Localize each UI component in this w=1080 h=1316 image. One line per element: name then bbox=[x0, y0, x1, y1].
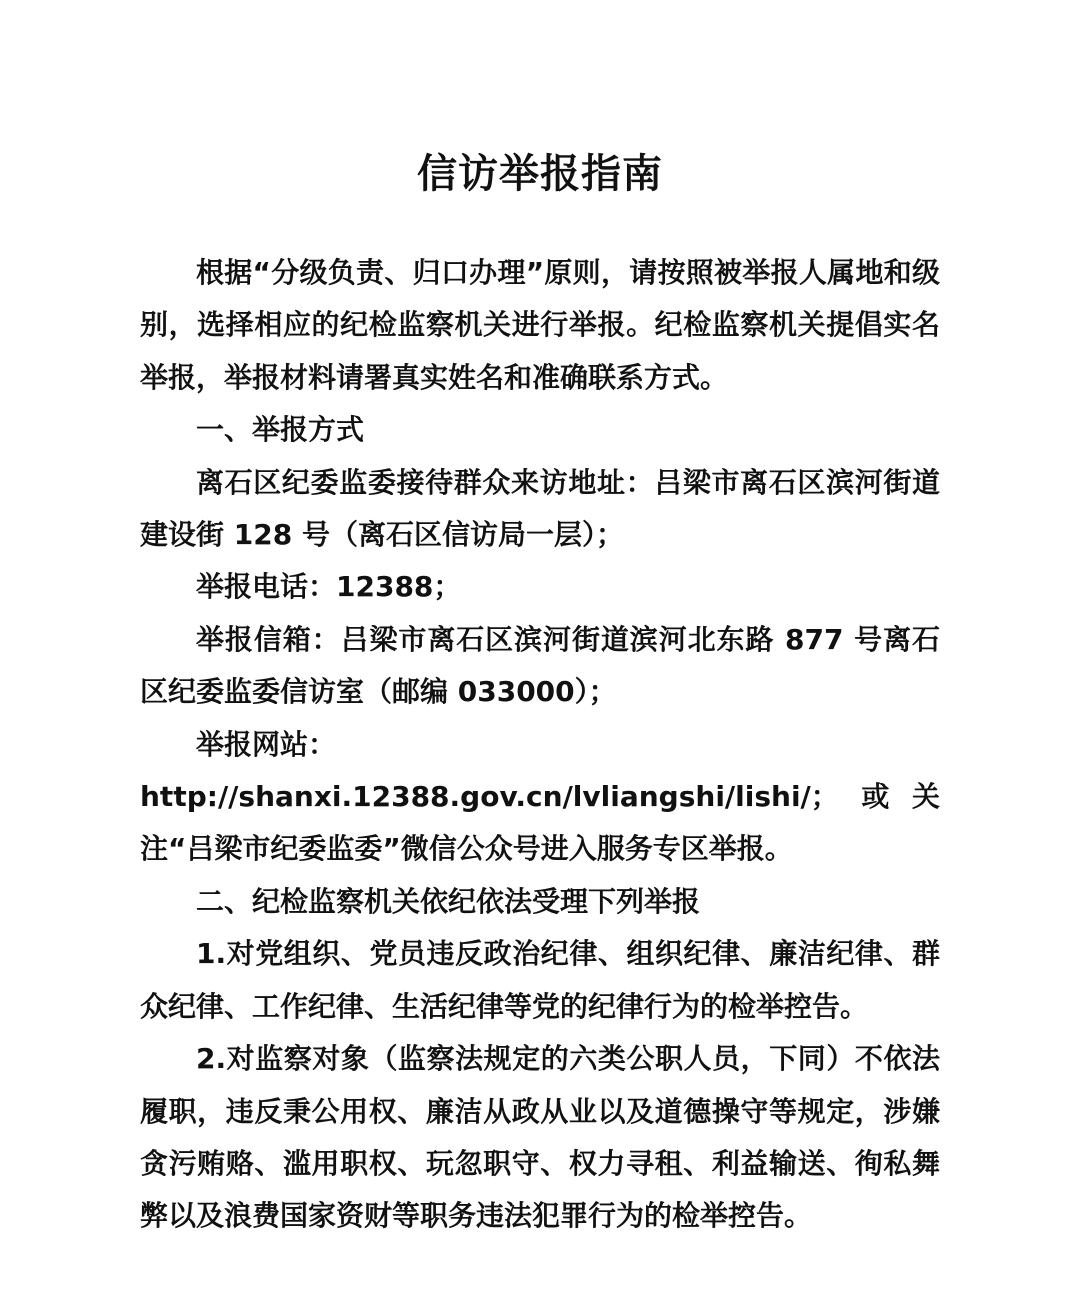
section2-heading: 二、纪检监察机关依纪依法受理下列举报 bbox=[196, 884, 701, 918]
visit-address-paragraph: 离石区纪委监委接待群众来访地址：吕梁市离石区滨河街道建设街 128 号（离石区信访局一层）； bbox=[140, 465, 940, 552]
phone-paragraph: 举报电话：12388； bbox=[196, 570, 462, 604]
document-body bbox=[140, 247, 940, 1243]
section2-item1: 1.对党组织、党员违反政治纪律、组织纪律、廉洁纪律、群众纪律、工作纪律、生活纪律等党的纪律行为的检举控告。 bbox=[140, 937, 940, 1023]
website-url: http://shanxi.12388.gov.cn/lvliangshi/lishi/ bbox=[140, 780, 811, 814]
intro-paragraph: 根据“分级负责、归口办理”原则，请按照被举报人属地和级别，选择相应的纪检监察机关进行举报。纪检监察机关提倡实名举报，举报材料请署真实姓名和准确联系方式。 bbox=[140, 256, 940, 394]
section1-heading: 一、举报方式 bbox=[196, 413, 365, 447]
website-paragraph bbox=[140, 771, 940, 876]
document-title: 信访举报指南 bbox=[417, 151, 663, 197]
website-rest: ；或关注“吕梁市纪委监委”微信公众号进入服务专区举报。 bbox=[140, 780, 940, 866]
mailbox-paragraph: 举报信箱：吕梁市离石区滨河街道滨河北东路 877 号离石区纪委监委信访室（邮编 033000）； bbox=[140, 622, 940, 709]
section2-item2: 2.对监察对象（监察法规定的六类公职人员，下同）不依法履职，违反秉公用权、廉洁从政从业以及道德操守等规定，涉嫌贪污贿赂、滥用职权、玩忽职守、权力寻租、利益输送、徇私舞弊以及浪费国家资财等职务违法犯罪行为的检举控告。 bbox=[140, 1042, 940, 1233]
website-label: 举报网站： bbox=[196, 727, 337, 761]
